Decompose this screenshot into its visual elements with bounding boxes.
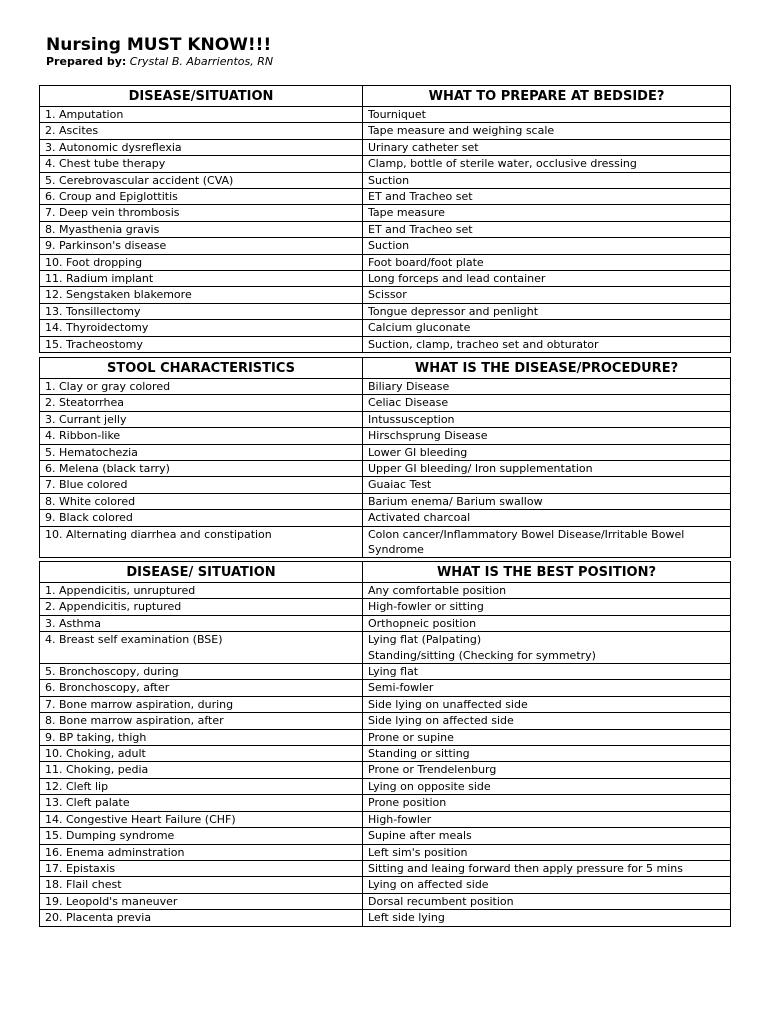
column-header-bedside-prep: WHAT TO PREPARE AT BEDSIDE? [363,86,731,107]
table-row [40,778,731,794]
table-row [40,632,731,664]
row-value-cell: Side lying on unaffected side [363,696,731,712]
table-row [40,156,731,172]
row-value-cell: Hirschsprung Disease [363,428,731,444]
best-position-table [39,561,731,927]
row-label-cell: 15. Tracheostomy [40,336,363,352]
row-label-cell: 14. Congestive Heart Failure (CHF) [40,811,363,827]
row-value-cell: Urinary catheter set [363,139,731,155]
row-label-cell: 17. Epistaxis [40,860,363,876]
row-label-cell: 7. Blue colored [40,477,363,493]
row-label-cell: 4. Breast self examination (BSE) [40,632,363,664]
row-label-cell: 10. Choking, adult [40,746,363,762]
row-label-cell: 3. Autonomic dysreflexia [40,139,363,155]
column-header-situation: DISEASE/ SITUATION [40,562,363,583]
table-row [40,444,731,460]
row-value-cell: Intussusception [363,411,731,427]
row-value-cell: Suction [363,172,731,188]
row-label-cell: 11. Choking, pedia [40,762,363,778]
column-header-disease: DISEASE/SITUATION [40,86,363,107]
row-value-cell: Orthopneic position [363,615,731,631]
row-label-cell: 8. White colored [40,493,363,509]
row-value-cell: Colon cancer/Inflammatory Bowel Disease/Irritable Bowel Syndrome [363,526,731,558]
row-value-cell: Tape measure and weighing scale [363,123,731,139]
row-label-cell: 4. Chest tube therapy [40,156,363,172]
table-row [40,680,731,696]
table-row [40,271,731,287]
row-value-cell: Lying on opposite side [363,778,731,794]
table-row [40,844,731,860]
row-value-cell: Biliary Disease [363,379,731,395]
row-value-cell: Semi-fowler [363,680,731,696]
row-label-cell: 5. Bronchoscopy, during [40,664,363,680]
row-value-cell: Celiac Disease [363,395,731,411]
table-row [40,379,731,395]
row-value-cell: Suction [363,238,731,254]
row-value-cell: Lying flat [363,664,731,680]
row-label-cell: 20. Placenta previa [40,910,363,926]
row-label-cell: 10. Foot dropping [40,254,363,270]
row-label-cell: 2. Ascites [40,123,363,139]
table-row [40,713,731,729]
row-label-cell: 13. Cleft palate [40,795,363,811]
row-label-cell: 2. Steatorrhea [40,395,363,411]
row-label-cell: 2. Appendicitis, ruptured [40,599,363,615]
row-label-cell: 19. Leopold's maneuver [40,893,363,909]
table-row [40,303,731,319]
row-value-cell: Foot board/foot plate [363,254,731,270]
row-value-cell: Barium enema/ Barium swallow [363,493,731,509]
table-row [40,123,731,139]
row-label-cell: 15. Dumping syndrome [40,828,363,844]
table-row [40,583,731,599]
row-value-cell: ET and Tracheo set [363,221,731,237]
table-row [40,238,731,254]
table-row [40,336,731,352]
table-row [40,221,731,237]
row-label-cell: 8. Myasthenia gravis [40,221,363,237]
row-label-cell: 14. Thyroidectomy [40,320,363,336]
row-label-cell: 6. Croup and Epiglottitis [40,189,363,205]
row-label-cell: 3. Asthma [40,615,363,631]
table-row [40,828,731,844]
table-row [40,910,731,926]
row-label-cell: 12. Sengstaken blakemore [40,287,363,303]
stool-characteristics-table [39,357,731,558]
row-label-cell: 1. Clay or gray colored [40,379,363,395]
table-row [40,510,731,526]
table-row [40,877,731,893]
row-label-cell: 12. Cleft lip [40,778,363,794]
author-name: Crystal B. Abarrientos, RN [129,55,274,68]
row-value-cell: Long forceps and lead container [363,271,731,287]
row-label-cell: 13. Tonsillectomy [40,303,363,319]
row-value-cell: Guaiac Test [363,477,731,493]
table-row [40,493,731,509]
row-label-cell: 9. Black colored [40,510,363,526]
row-label-cell: 3. Currant jelly [40,411,363,427]
row-value-cell: Scissor [363,287,731,303]
column-header-best-position: WHAT IS THE BEST POSITION? [363,562,731,583]
table-row [40,860,731,876]
row-value-cell: Dorsal recumbent position [363,893,731,909]
row-value-cell: Upper GI bleeding/ Iron supplementation [363,461,731,477]
table-row [40,107,731,123]
row-value-cell: Tongue depressor and penlight [363,303,731,319]
row-value-cell: High-fowler [363,811,731,827]
row-label-cell: 6. Bronchoscopy, after [40,680,363,696]
row-value-cell: Tape measure [363,205,731,221]
row-label-cell: 6. Melena (black tarry) [40,461,363,477]
row-value-cell: Clamp, bottle of sterile water, occlusive dressing [363,156,731,172]
row-label-cell: 18. Flail chest [40,877,363,893]
row-label-cell: 5. Hematochezia [40,444,363,460]
row-label-cell: 8. Bone marrow aspiration, after [40,713,363,729]
bedside-preparation-table [39,85,731,353]
row-value-cell: Sitting and leaing forward then apply pressure for 5 mins [363,860,731,876]
table-row [40,615,731,631]
row-value-cell: Prone or supine [363,729,731,745]
table-row [40,287,731,303]
row-label-cell: 11. Radium implant [40,271,363,287]
table-row [40,461,731,477]
row-label-cell: 16. Enema adminstration [40,844,363,860]
table-row [40,664,731,680]
table-row [40,477,731,493]
table-row [40,189,731,205]
table-row [40,172,731,188]
row-label-cell: 10. Alternating diarrhea and constipation [40,526,363,558]
row-value-cell: Standing or sitting [363,746,731,762]
table-row [40,395,731,411]
row-value-cell: High-fowler or sitting [363,599,731,615]
table-row [40,254,731,270]
row-value-cell: Lying on affected side [363,877,731,893]
prepared-by [46,55,273,69]
table-row [40,428,731,444]
row-value-cell: Left side lying [363,910,731,926]
table-row [40,795,731,811]
row-label-cell: 1. Appendicitis, unruptured [40,583,363,599]
row-value-cell: Lying flat (Palpating) Standing/sitting (Checking for symmetry) [363,632,731,664]
row-label-cell: 1. Amputation [40,107,363,123]
row-label-cell: 9. Parkinson's disease [40,238,363,254]
prepared-by-label: Prepared by: [46,55,127,68]
row-value-cell: Lower GI bleeding [363,444,731,460]
table-row [40,205,731,221]
row-label-cell: 9. BP taking, thigh [40,729,363,745]
row-label-cell: 4. Ribbon-like [40,428,363,444]
row-value-cell: Side lying on affected side [363,713,731,729]
table-row [40,526,731,558]
row-value-cell: Supine after meals [363,828,731,844]
table-row [40,729,731,745]
table-row [40,320,731,336]
table-row [40,599,731,615]
document-title: Nursing MUST KNOW!!! [46,35,272,55]
table-row [40,893,731,909]
row-value-cell: ET and Tracheo set [363,189,731,205]
table-row [40,762,731,778]
row-value-cell: Prone position [363,795,731,811]
table-row [40,139,731,155]
row-label-cell: 5. Cerebrovascular accident (CVA) [40,172,363,188]
row-value-cell: Left sim's position [363,844,731,860]
row-value-cell: Any comfortable position [363,583,731,599]
row-value-cell: Activated charcoal [363,510,731,526]
column-header-stool: STOOL CHARACTERISTICS [40,358,363,379]
row-value-cell: Prone or Trendelenburg [363,762,731,778]
row-label-cell: 7. Bone marrow aspiration, during [40,696,363,712]
column-header-disease-procedure: WHAT IS THE DISEASE/PROCEDURE? [363,358,731,379]
table-row [40,811,731,827]
table-row [40,411,731,427]
row-value-cell: Tourniquet [363,107,731,123]
row-label-cell: 7. Deep vein thrombosis [40,205,363,221]
table-row [40,696,731,712]
row-value-cell: Calcium gluconate [363,320,731,336]
row-value-cell: Suction, clamp, tracheo set and obturator [363,336,731,352]
table-row [40,746,731,762]
